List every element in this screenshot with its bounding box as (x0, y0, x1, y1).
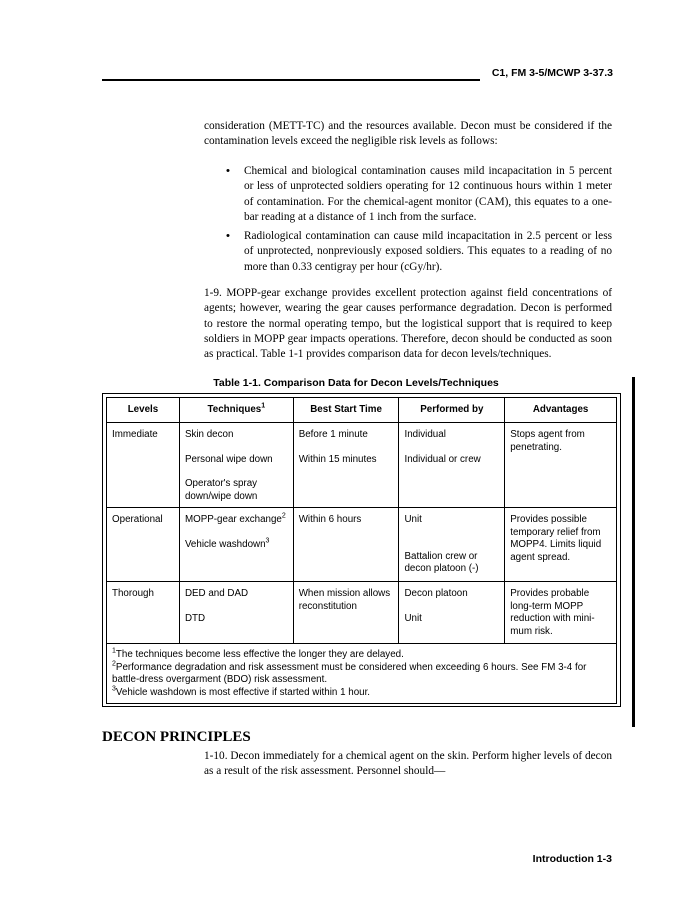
column-header-performed-by: Performed by (399, 398, 505, 423)
performed-by-cell: Individual Individual or crew (399, 423, 505, 508)
start-time-cell: Before 1 minute Within 15 minutes (293, 423, 399, 508)
risk-level-list (224, 164, 612, 279)
column-header-start-time: Best Start Time (293, 398, 399, 423)
list-item: • Radiological contamination can cause mild incapacitation in 2.5 percent or less of unprotected, nonpreviously exposed soldiers. This equates to a reading of no more than 0.33 centigray per hour (cGy/hr). (224, 229, 612, 275)
table-header-row (107, 398, 617, 423)
table-row (107, 423, 617, 508)
column-header-levels: Levels (107, 398, 180, 423)
advantages-cell: Provides possible temporary relief from MOPP4. Limits liquid agent spread. (505, 508, 617, 582)
table-note: $^2$Performance degradation and risk assessment must be considered when exceeding 6 hours. See FM 3-4 for battle-dress overgarment (BDO) risk assessment. (112, 660, 587, 685)
table-caption: Table 1-1. Comparison Data for Decon Levels/Techniques (213, 377, 499, 389)
performed-by-cell: Unit Battalion crew or decon platoon (-) (399, 508, 505, 582)
paragraph-1-9: 1-9. MOPP-gear exchange provides excellent protection against field concentrations of agents; however, wearing the gear causes performance degradation. Decon is performed to restore the normal operating tempo, but the logistical support that is required to keep soldiers in MOPP gear impacts operations. Therefore, decon should be conducted as soon as practical. Table 1-1 provides comparison data for decon levels/techniques. (204, 287, 612, 361)
section-heading: DECON PRINCIPLES (102, 729, 251, 745)
table-notes (107, 644, 617, 704)
level-cell: Immediate (107, 423, 180, 508)
level-cell: Operational (107, 508, 180, 582)
table-row (107, 508, 617, 582)
running-header: C1, FM 3-5/MCWP 3-37.3 (491, 67, 613, 79)
table-row (107, 582, 617, 644)
list-item: • Chemical and biological contamination causes mild incapacitation in 5 percent or less of unprotected soldiers operating for 12 continuous hours within 1 meter of contamination. For the chemical-agent monitor (CAM), this equates to a one-bar reading at a distance of 1 inch from the surface. (224, 164, 612, 225)
advantages-cell: Stops agent from penetrating. (505, 423, 617, 508)
start-time-cell: When mission allows reconstitution (293, 582, 399, 644)
advantages-cell: Provides probable long-term MOPP reduction with mini-mum risk. (505, 582, 617, 644)
header-rule (102, 79, 480, 81)
techniques-cell: MOPP-gear exchange$^2$ Vehicle washdown$^3$ (179, 508, 293, 582)
page-footer: Introduction 1-3 (532, 853, 612, 865)
change-bar (632, 377, 635, 727)
column-header-techniques: Techniques$^1$ (179, 398, 293, 423)
column-header-advantages: Advantages (505, 398, 617, 423)
start-time-cell: Within 6 hours (293, 508, 399, 582)
decon-comparison-table (106, 397, 617, 704)
table-note: $^3$Vehicle washdown is most effective if started within 1 hour. (112, 685, 371, 698)
level-cell: Thorough (107, 582, 180, 644)
table-note: $^1$The techniques become less effective the longer they are delayed. (112, 647, 404, 660)
performed-by-cell: Decon platoon Unit (399, 582, 505, 644)
intro-paragraph: consideration (METT-TC) and the resources available. Decon must be considered if the contamination levels exceed the negligible risk levels as follows: (204, 120, 612, 148)
techniques-cell: Skin decon Personal wipe down Operator's spray down/wipe down (179, 423, 293, 508)
paragraph-1-10: 1-10. Decon immediately for a chemical agent on the skin. Perform higher levels of decon as a result of the risk assessment. Personnel should— (204, 750, 612, 778)
techniques-cell: DED and DAD DTD (179, 582, 293, 644)
table-notes-row (107, 644, 617, 704)
